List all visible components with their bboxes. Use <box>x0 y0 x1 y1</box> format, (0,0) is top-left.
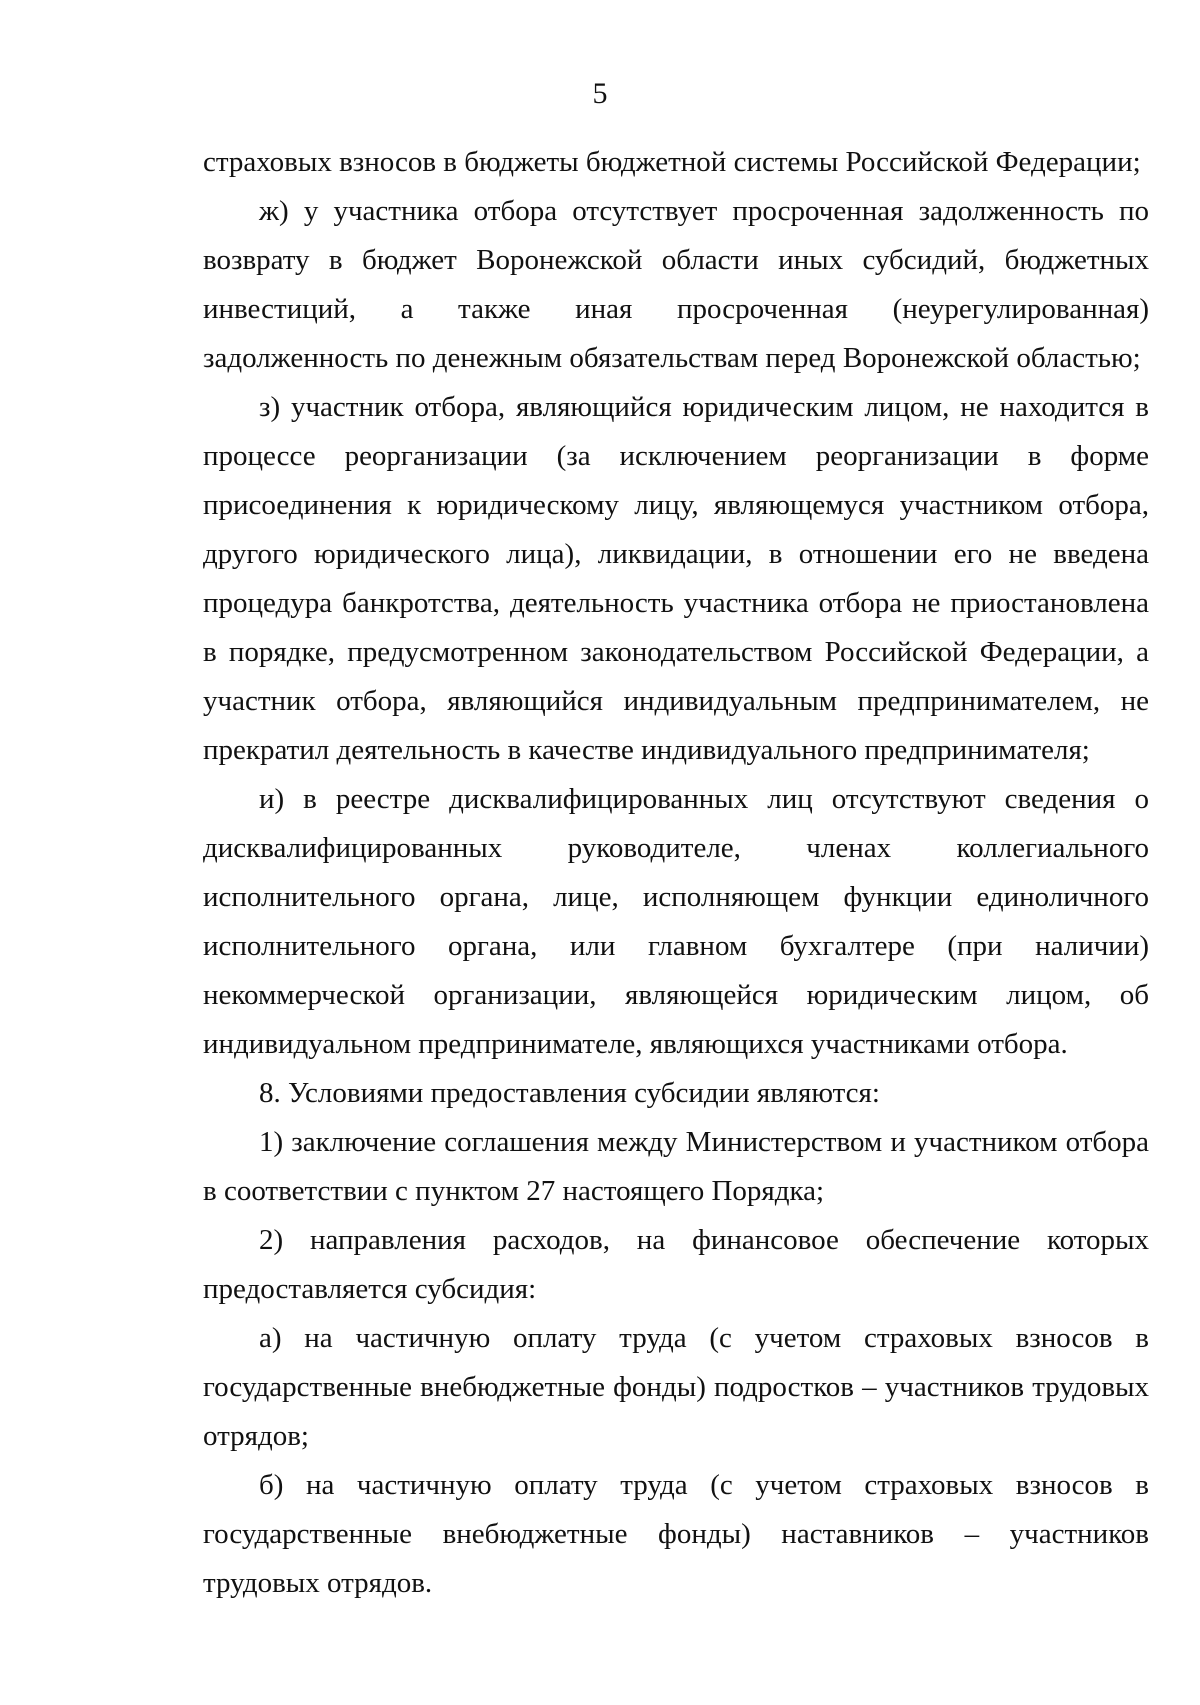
paragraph-continuation: страховых взносов в бюджеты бюджетной системы Российской Федерации; <box>203 146 1141 178</box>
paragraph-condition-2: 2) направления расходов, на финансовое обеспечение которых предоставляется субсидия: <box>203 1224 1149 1305</box>
paragraph-condition-1: 1) заключение соглашения между Министерством и участником отбора в соответствии с пунктом 27 настоящего Порядка; <box>203 1126 1149 1207</box>
paragraph-item-zh: ж) у участника отбора отсутствует просроченная задолженность по возврату в бюджет Воронежской области иных субсидий, бюджетных инвестиций, а также иная просроченная (неурегулированная) задолженность по денежным обязательствам перед Воронежской областью; <box>203 195 1149 374</box>
paragraph-item-i: и) в реестре дисквалифицированных лиц отсутствуют сведения о дисквалифицированных руководителе, членах коллегиального исполнительного органа, лице, исполняющем функции единоличного исполнительного органа, или главном бухгалтере (при наличии) некоммерческой организации, являющейся юридическим лицом, об индивидуальном предпринимателе, являющихся участниками отбора. <box>203 783 1149 1060</box>
paragraph-subitem-b: б) на частичную оплату труда (с учетом страховых взносов в государственные внебюджетные фонды) наставников – участников трудовых отрядов. <box>203 1469 1149 1599</box>
paragraph-section-8: 8. Условиями предоставления субсидии являются: <box>259 1077 880 1109</box>
paragraph-subitem-a: а) на частичную оплату труда (с учетом страховых взносов в государственные внебюджетные фонды) подростков – участников трудовых отрядов; <box>203 1322 1149 1452</box>
paragraph-item-z: з) участник отбора, являющийся юридическим лицом, не находится в процессе реорганизации (за исключением реорганизации в форме присоединения к юридическому лицу, являющемуся участником отбора, другого юридического лица), ликвидации, в отношении его не введена процедура банкротства, деятельность участника отбора не приостановлена в порядке, предусмотренном законодательством Российской Федерации, а участник отбора, являющийся индивидуальным предпринимателем, не прекратил деятельность в качестве индивидуального предпринимателя; <box>203 391 1149 766</box>
page-number: 5 <box>592 77 608 110</box>
document-body <box>203 138 1149 1608</box>
